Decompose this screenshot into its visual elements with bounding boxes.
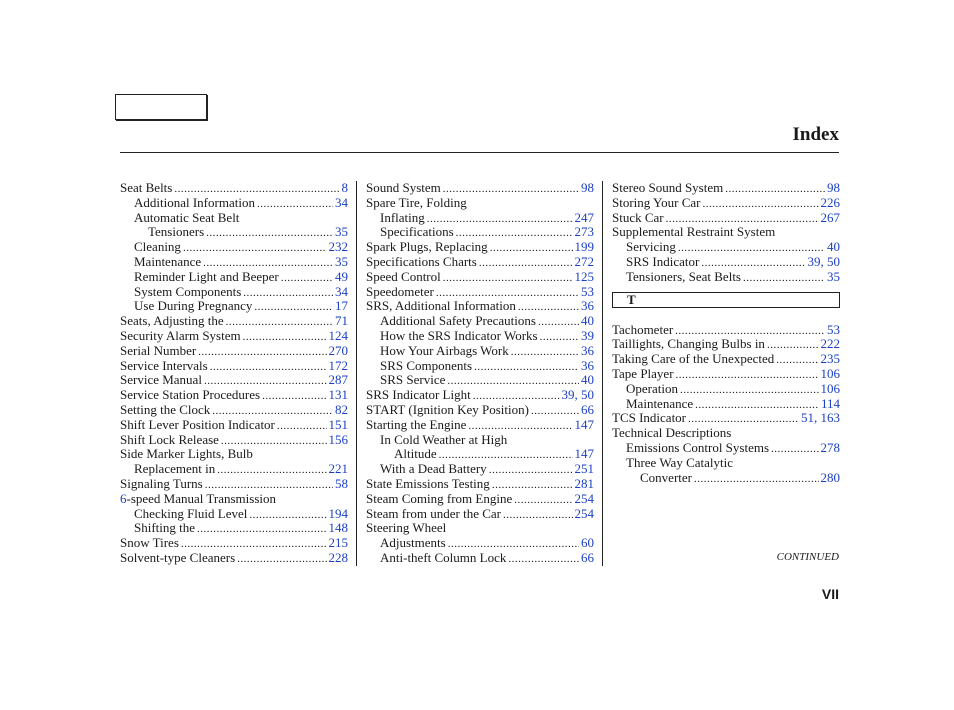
index-entry-text: Checking Fluid Level <box>134 505 248 521</box>
page-link[interactable]: 232 <box>328 239 348 255</box>
leader-dots <box>743 271 825 286</box>
leader-dots <box>197 522 326 537</box>
page-link[interactable]: 254 <box>574 505 594 521</box>
page-link[interactable]: 51, 163 <box>801 410 840 426</box>
column-divider <box>602 181 603 566</box>
index-entry-text: Anti-theft Column Lock <box>380 549 507 565</box>
index-entry <box>120 181 348 196</box>
index-entry-text: Shift Lever Position Indicator <box>120 416 275 432</box>
leader-dots <box>540 330 579 345</box>
page-link[interactable]: 151 <box>328 416 348 432</box>
index-entry-text: Speedometer <box>366 283 434 299</box>
leader-dots <box>277 419 327 434</box>
page-link[interactable]: 228 <box>328 549 348 565</box>
leader-dots <box>694 472 819 487</box>
page-link[interactable]: 147 <box>574 416 594 432</box>
page-link[interactable]: 49 <box>335 268 348 284</box>
index-entry <box>366 299 594 314</box>
page-link[interactable]: 39, 50 <box>807 253 840 269</box>
index-entry <box>120 285 348 300</box>
page-link[interactable]: 247 <box>574 209 594 225</box>
leader-dots <box>249 508 326 523</box>
page-link[interactable]: 270 <box>328 342 348 358</box>
index-entry-text: Emissions Control Systems <box>626 439 770 455</box>
index-entry <box>612 181 840 196</box>
index-entry-text: With a Dead Battery <box>380 461 487 477</box>
page-link[interactable]: 53 <box>827 321 840 337</box>
leader-dots <box>243 330 327 345</box>
section-letter-header: T <box>612 292 840 308</box>
index-entry <box>366 225 594 240</box>
index-entry <box>612 240 840 255</box>
index-entry <box>120 477 348 492</box>
leader-dots <box>206 226 333 241</box>
index-entry-text: 6-speed Manual Transmission <box>120 490 276 506</box>
leader-dots <box>210 360 327 375</box>
page-link[interactable]: 106 <box>820 365 840 381</box>
index-entry <box>366 507 594 522</box>
index-entry <box>612 255 840 270</box>
index-column-3 <box>612 181 840 485</box>
index-entry <box>366 255 594 270</box>
page-link[interactable]: 40 <box>581 372 594 388</box>
page-link[interactable]: 221 <box>328 461 348 477</box>
leader-dots <box>226 315 333 330</box>
index-entry-text: Converter <box>640 469 692 485</box>
page-link[interactable]: 131 <box>328 387 348 403</box>
index-column-1 <box>120 181 348 566</box>
index-entry <box>366 433 594 448</box>
index-entry-text: Use During Pregnancy <box>134 298 253 314</box>
index-entry <box>366 314 594 329</box>
index-entry-text: Technical Descriptions <box>612 425 732 441</box>
index-entry-text: Signaling Turns <box>120 475 203 491</box>
index-entry <box>120 433 348 448</box>
page-link[interactable]: 172 <box>328 357 348 373</box>
index-entry-text: Service Intervals <box>120 357 208 373</box>
leader-dots <box>725 182 825 197</box>
index-entry <box>120 492 348 507</box>
continued-note: CONTINUED <box>776 551 839 563</box>
page-link[interactable]: 17 <box>335 298 348 314</box>
index-entry-text: Speed Control <box>366 268 441 284</box>
index-entry <box>366 329 594 344</box>
index-entry <box>120 521 348 536</box>
index-entry <box>366 388 594 403</box>
index-entry <box>120 255 348 270</box>
index-entry <box>120 373 348 388</box>
leader-dots <box>531 404 579 419</box>
index-entry <box>366 418 594 433</box>
index-entry-text: Tensioners, Seat Belts <box>626 268 741 284</box>
index-entry-text: Taillights, Changing Bulbs in <box>612 336 765 352</box>
leader-dots <box>254 300 333 315</box>
page-number: VII <box>821 586 839 602</box>
page-link[interactable]: 34 <box>335 283 348 299</box>
page-link[interactable]: 36 <box>581 298 594 314</box>
leader-dots <box>474 360 579 375</box>
leader-dots <box>489 463 573 478</box>
index-entry-text: Tensioners <box>148 224 205 240</box>
index-entry-text: Automatic Seat Belt <box>134 209 240 225</box>
leader-dots <box>198 345 326 360</box>
index-entry-text: Spark Plugs, Replacing <box>366 239 488 255</box>
index-entry <box>366 477 594 492</box>
index-entry <box>366 240 594 255</box>
page-link[interactable]: 281 <box>574 475 594 491</box>
page-link[interactable]: 60 <box>581 535 594 551</box>
index-entry-text: Supplemental Restraint System <box>612 224 776 240</box>
index-entry <box>120 462 348 477</box>
page-link[interactable]: 35 <box>335 224 348 240</box>
index-entry <box>612 382 840 397</box>
index-entry-text: Side Marker Lights, Bulb <box>120 446 253 462</box>
index-entry <box>366 536 594 551</box>
index-entry-text: Tape Player <box>612 365 674 381</box>
index-entry-text: How the SRS Indicator Works <box>380 327 538 343</box>
page-link[interactable]: 114 <box>820 395 840 411</box>
index-entry <box>612 211 840 226</box>
leader-dots <box>676 368 819 383</box>
index-entry <box>366 447 594 462</box>
page-link[interactable]: 287 <box>328 372 348 388</box>
index-entry <box>366 196 594 211</box>
index-entry <box>612 411 840 426</box>
index-entry-text: SRS Indicator <box>626 253 700 269</box>
index-entry-text: Steam from under the Car <box>366 505 502 521</box>
leader-dots <box>514 493 572 508</box>
index-entry-text: Specifications <box>380 224 454 240</box>
index-entry-text: SRS Service <box>380 372 446 388</box>
leader-dots <box>771 442 818 457</box>
index-entry <box>366 462 594 477</box>
index-entry-text: SRS, Additional Information <box>366 298 516 314</box>
page-link[interactable]: 278 <box>820 439 840 455</box>
index-entry <box>366 181 594 196</box>
page-link[interactable]: 235 <box>820 351 840 367</box>
index-entry-text: In Cold Weather at High <box>380 431 508 447</box>
index-entry-text: Storing Your Car <box>612 194 701 210</box>
page-link[interactable]: 106 <box>820 380 840 396</box>
page-link[interactable]: 36 <box>581 357 594 373</box>
page-link[interactable]: 66 <box>581 401 594 417</box>
page-link[interactable]: 40 <box>827 239 840 255</box>
page-link[interactable]: 272 <box>574 253 594 269</box>
index-entry <box>366 551 594 566</box>
leader-dots <box>237 552 326 567</box>
index-entry-text: Seats, Adjusting the <box>120 313 224 329</box>
index-entry-text: Sound System <box>366 180 441 195</box>
index-entry-text: Replacement in <box>134 461 216 477</box>
page-link[interactable]: 254 <box>574 490 594 506</box>
index-entry <box>612 456 840 471</box>
index-entry-text: Reminder Light and Beeper <box>134 268 279 284</box>
page-title: Index <box>792 124 839 145</box>
leader-dots <box>479 256 573 271</box>
section-tab-box <box>115 94 207 120</box>
index-entry-text: Taking Care of the Unexpected <box>612 351 775 367</box>
leader-dots <box>767 338 819 353</box>
page-link[interactable]: 226 <box>820 194 840 210</box>
page-link[interactable]: 199 <box>574 239 594 255</box>
page-link[interactable]: 222 <box>820 336 840 352</box>
index-entry <box>366 492 594 507</box>
index-entry <box>120 225 348 240</box>
index-entry-text: Inflating <box>380 209 425 225</box>
page-link[interactable]: 125 <box>574 268 594 284</box>
page-link[interactable]: 34 <box>335 194 348 210</box>
page-link[interactable]: 194 <box>328 505 348 521</box>
index-entry-text: SRS Components <box>380 357 473 373</box>
index-entry-text: Altitude <box>394 446 437 462</box>
leader-dots <box>443 271 573 286</box>
index-entry <box>120 344 348 359</box>
index-entry <box>120 211 348 226</box>
index-entry-text: TCS Indicator <box>612 410 687 426</box>
index-entry <box>366 521 594 536</box>
index-entry-text: Security Alarm System <box>120 327 241 343</box>
page-link[interactable]: 273 <box>574 224 594 240</box>
index-column-2 <box>366 181 594 566</box>
index-entry-text: Steering Wheel <box>366 520 447 536</box>
index-entry <box>612 367 840 382</box>
index-entry-text: Solvent-type Cleaners <box>120 549 236 565</box>
index-entry-text: Setting the Clock <box>120 401 211 417</box>
index-entry-text: Additional Information <box>134 194 255 210</box>
index-entry <box>120 329 348 344</box>
index-entry-text: How Your Airbags Work <box>380 342 509 358</box>
page-link[interactable]: 148 <box>328 520 348 536</box>
leader-dots <box>680 383 819 398</box>
header-rule <box>120 152 839 153</box>
column-divider <box>356 181 357 566</box>
index-entry <box>120 536 348 551</box>
index-entry <box>120 447 348 462</box>
index-entry <box>366 359 594 374</box>
index-entry-text: Serial Number <box>120 342 197 358</box>
index-entry-text: Service Manual <box>120 372 202 388</box>
page-link[interactable]: 156 <box>328 431 348 447</box>
index-entry <box>366 403 594 418</box>
index-entry-text: Stereo Sound System <box>612 180 724 195</box>
page-link[interactable]: 35 <box>827 268 840 284</box>
leader-dots <box>243 286 333 301</box>
index-entry <box>612 337 840 352</box>
index-entry-text: Three Way Catalytic <box>626 454 734 470</box>
index-entry-text: Cleaning <box>134 239 181 255</box>
leader-dots <box>678 241 825 256</box>
leader-dots <box>703 197 819 212</box>
leader-dots <box>776 353 818 368</box>
index-entry-text: Adjustments <box>380 535 446 551</box>
page-link[interactable]: 251 <box>574 461 594 477</box>
index-entry <box>120 388 348 403</box>
page-link[interactable]: 124 <box>328 327 348 343</box>
page-link[interactable]: 98 <box>827 180 840 195</box>
index-entry <box>612 225 840 240</box>
index-entry <box>612 196 840 211</box>
index-entry-prefix-link[interactable]: 6 <box>120 490 127 506</box>
index-entry <box>120 314 348 329</box>
leader-dots <box>281 271 333 286</box>
index-entry <box>120 418 348 433</box>
index-entry-text: System Components <box>134 283 242 299</box>
index-entry-text: Starting the Engine <box>366 416 467 432</box>
index-entry-text: Shifting the <box>134 520 196 536</box>
leader-dots <box>503 508 572 523</box>
leader-dots <box>257 197 333 212</box>
index-entry <box>120 551 348 566</box>
page-link[interactable]: 39 <box>581 327 594 343</box>
page-link[interactable]: 39, 50 <box>561 387 594 403</box>
leader-dots <box>538 315 579 330</box>
index-entry-text: Tachometer <box>612 321 674 337</box>
leader-dots <box>490 241 573 256</box>
index-entry <box>120 507 348 522</box>
index-entry-text: Maintenance <box>626 395 694 411</box>
page-link[interactable]: 35 <box>335 253 348 269</box>
leader-dots <box>508 552 579 567</box>
index-entry <box>612 397 840 412</box>
page-link[interactable]: 98 <box>581 180 594 195</box>
index-entry <box>120 196 348 211</box>
leader-dots <box>183 241 327 256</box>
page-link[interactable]: 71 <box>335 313 348 329</box>
index-entry <box>120 359 348 374</box>
page-link[interactable]: 53 <box>581 283 594 299</box>
index-entry <box>366 285 594 300</box>
index-entry-text: START (Ignition Key Position) <box>366 401 529 417</box>
index-entry <box>366 270 594 285</box>
page-link[interactable]: 58 <box>335 475 348 491</box>
index-entry-text: Spare Tire, Folding <box>366 194 467 210</box>
index-entry-text: State Emissions Testing <box>366 475 490 491</box>
page-link[interactable]: 36 <box>581 342 594 358</box>
leader-dots <box>511 345 579 360</box>
leader-dots <box>217 463 326 478</box>
index-entry-text: Operation <box>626 380 678 396</box>
page-link[interactable]: 66 <box>581 549 594 565</box>
index-entry-text: Additional Safety Precautions <box>380 313 536 329</box>
index-entry <box>120 299 348 314</box>
index-entry <box>120 240 348 255</box>
index-entry-text: Servicing <box>626 239 676 255</box>
index-entry <box>366 344 594 359</box>
page-link[interactable]: 215 <box>328 535 348 551</box>
index-entry-text: Shift Lock Release <box>120 431 219 447</box>
page-link[interactable]: 40 <box>581 313 594 329</box>
index-entry <box>612 352 840 367</box>
index-entry-text: Specifications Charts <box>366 253 477 269</box>
page-link[interactable]: 147 <box>574 446 594 462</box>
page-link[interactable]: 267 <box>820 209 840 225</box>
page-link[interactable]: 280 <box>820 469 840 485</box>
index-entry <box>612 441 840 456</box>
index-entry-text: Seat Belts <box>120 180 173 195</box>
index-entry <box>120 270 348 285</box>
page-link[interactable]: 8 <box>341 180 348 195</box>
index-entry-text: Steam Coming from Engine <box>366 490 513 506</box>
index-entry <box>120 403 348 418</box>
page-link[interactable]: 82 <box>335 401 348 417</box>
index-entry-text: SRS Indicator Light <box>366 387 471 403</box>
index-entry-text: Service Station Procedures <box>120 387 261 403</box>
index-entry <box>612 426 840 441</box>
index-entry <box>366 373 594 388</box>
index-entry <box>612 471 840 486</box>
index-entry-text: Maintenance <box>134 253 202 269</box>
index-entry-text: Snow Tires <box>120 535 179 551</box>
index-entry <box>612 270 840 285</box>
index-entry <box>612 323 840 338</box>
index-entry-text: Stuck Car <box>612 209 664 225</box>
index-entry <box>366 211 594 226</box>
leader-dots <box>262 389 326 404</box>
